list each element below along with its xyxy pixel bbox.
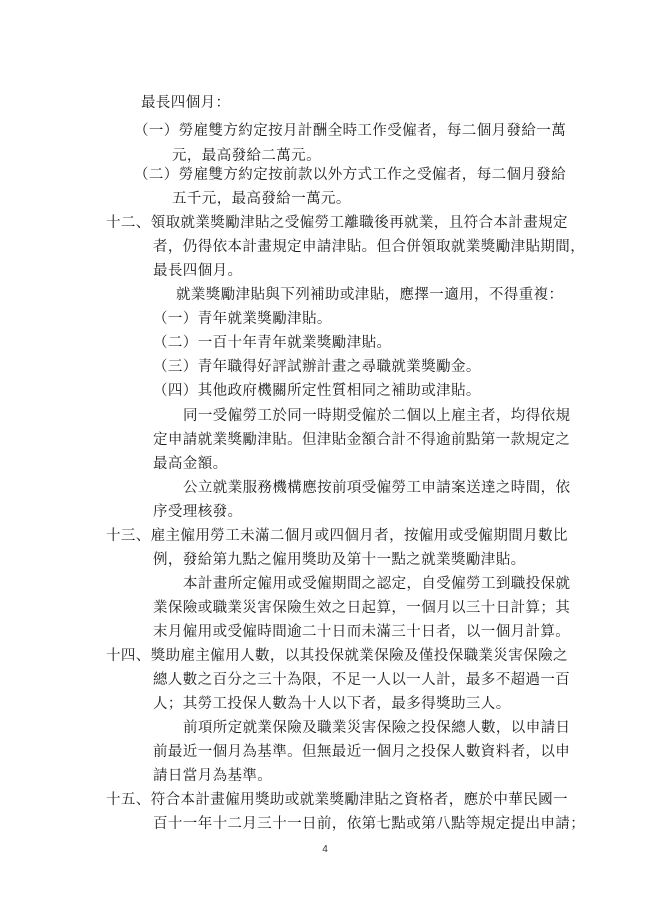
paragraph-start: 同一受僱勞工於同一時期受僱於二個以上雇主者，均得依規 bbox=[183, 408, 571, 424]
text-line: 百十一年十二月三十一日前，依第七點或第八點等規定提出申請； bbox=[153, 816, 586, 832]
list-item-text: （四）其他政府機關所定性質相同之補助或津貼。 bbox=[153, 383, 481, 399]
paragraph-start: 公立就業服務機構應按前項受僱勞工申請案送達之時間，依 bbox=[183, 480, 571, 496]
text-line: 例，發給第九點之僱用獎助及第十一點之就業獎勵津貼。 bbox=[153, 552, 526, 568]
list-item-text: （二）一百十年青年就業獎勵津貼。 bbox=[153, 335, 392, 351]
section-heading-15: 十五、符合本計畫僱用獎助或就業獎勵津貼之資格者，應於中華民國一 bbox=[106, 792, 568, 808]
list-item-text: （二）勞雇雙方約定按前款以外方式工作之受僱者，每二個月發給 bbox=[134, 167, 567, 183]
paragraph-start: 本計畫所定僱用或受僱期間之認定，自受僱勞工到職投保就 bbox=[183, 576, 571, 592]
section-heading-14: 十四、獎助雇主僱用人數，以其投保就業保險及僅投保職業災害保險之 bbox=[106, 648, 568, 664]
text-line: 者，仍得依本計畫規定申請津貼。但合併領取就業獎勵津貼期間， bbox=[153, 239, 586, 255]
text-line: 人；其勞工投保人數為十人以下者，最多得獎助三人。 bbox=[153, 696, 511, 712]
list-item-text: （一）勞雇雙方約定按月計酬全時工作受僱者，每二個月發給一萬 bbox=[134, 123, 567, 139]
text-line: 總人數之百分之三十為限，不足一人以一人計，最多不超過一百 bbox=[153, 672, 571, 688]
text-line: 前最近一個月為基準。但無最近一個月之投保人數資料者，以申 bbox=[153, 744, 571, 760]
list-item-text: （一）青年就業獎勵津貼。 bbox=[153, 311, 332, 327]
text-line: 最長四個月。 bbox=[153, 263, 243, 279]
page-number: 4 bbox=[322, 844, 328, 855]
list-item-text: （三）青年職得好評試辦計畫之尋職就業獎勵金。 bbox=[153, 359, 481, 375]
text-line: 最高金額。 bbox=[153, 456, 228, 472]
section-heading-13: 十三、雇主僱用勞工未滿二個月或四個月者，按僱用或受僱期間月數比 bbox=[106, 528, 568, 544]
text-line: 定申請就業獎勵津貼。但津貼金額合計不得逾前點第一款規定之 bbox=[153, 432, 571, 448]
text-line: 元，最高發給二萬元。 bbox=[172, 148, 321, 164]
text-line: 序受理核發。 bbox=[153, 504, 243, 520]
section-heading-12: 十二、領取就業獎勵津貼之受僱勞工離職後再就業，且符合本計畫規定 bbox=[106, 215, 568, 231]
paragraph-start: 就業獎勵津貼與下列補助或津貼，應擇一適用，不得重複： bbox=[176, 287, 564, 303]
text-line: 請日當月為基準。 bbox=[153, 768, 273, 784]
text-line: 末月僱用或受僱時間逾二十日而未滿三十日者，以一個月計算。 bbox=[153, 624, 571, 640]
text-line: 最長四個月： bbox=[141, 95, 231, 111]
paragraph-start: 前項所定就業保險及職業災害保險之投保總人數，以申請日 bbox=[183, 720, 571, 736]
text-line: 五千元，最高發給一萬元。 bbox=[172, 191, 351, 207]
text-line: 業保險或職業災害保險生效之日起算，一個月以三十日計算；其 bbox=[153, 600, 571, 616]
